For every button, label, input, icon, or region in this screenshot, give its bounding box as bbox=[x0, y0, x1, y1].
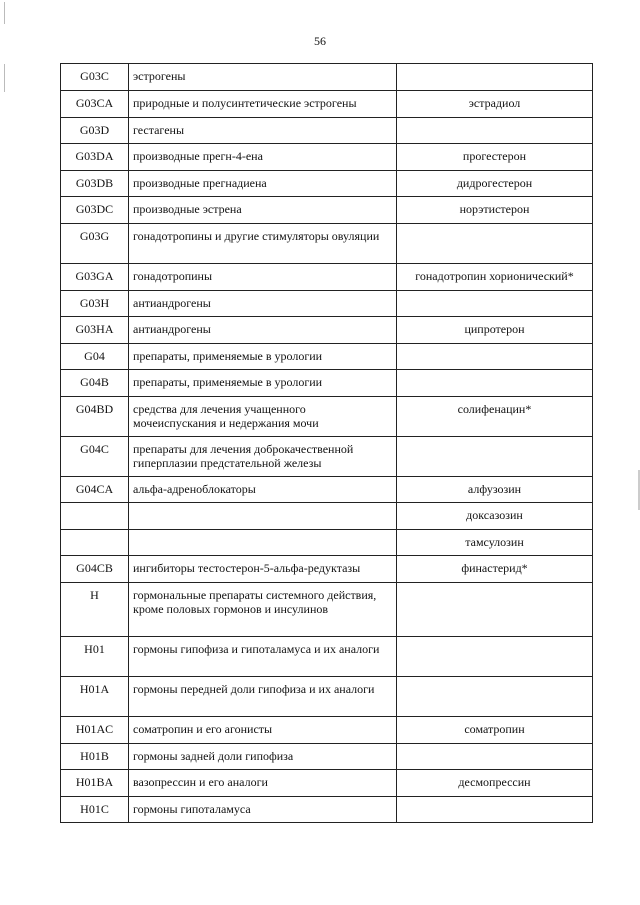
drug-name-cell: норэтистерон bbox=[397, 197, 593, 224]
group-name-cell: производные прегн-4-ена bbox=[129, 144, 397, 171]
drug-name-cell bbox=[397, 291, 593, 317]
atc-code-cell: G03DB bbox=[61, 171, 129, 197]
group-name-cell: производные прегнадиена bbox=[129, 171, 397, 197]
group-name-cell: средства для лечения учащенного мочеиспускания и недержания мочи bbox=[129, 397, 397, 437]
table-row bbox=[61, 317, 593, 344]
table-row bbox=[61, 717, 593, 744]
drug-name-cell: тамсулозин bbox=[397, 530, 593, 556]
table-row bbox=[61, 291, 593, 317]
group-name-cell: вазопрессин и его аналоги bbox=[129, 770, 397, 797]
drug-name-cell: ципротерон bbox=[397, 317, 593, 344]
drug-name-cell bbox=[397, 437, 593, 477]
drug-name-cell bbox=[397, 677, 593, 717]
table-row bbox=[61, 677, 593, 717]
table-row bbox=[61, 344, 593, 370]
table-row bbox=[61, 91, 593, 118]
table-row bbox=[61, 530, 593, 556]
group-name-cell: гормональные препараты системного действия, кроме половых гормонов и инсулинов bbox=[129, 583, 397, 637]
atc-code-cell: G03D bbox=[61, 118, 129, 144]
drug-name-cell bbox=[397, 744, 593, 770]
group-name-cell: антиандрогены bbox=[129, 291, 397, 317]
table-row bbox=[61, 224, 593, 264]
drug-name-cell: гонадотропин хорионический* bbox=[397, 264, 593, 291]
drug-name-cell: эстрадиол bbox=[397, 91, 593, 118]
table-row bbox=[61, 477, 593, 503]
group-name-cell bbox=[129, 530, 397, 556]
table-row bbox=[61, 370, 593, 397]
group-name-cell: антиандрогены bbox=[129, 317, 397, 344]
group-name-cell bbox=[129, 503, 397, 530]
atc-code-cell: H01C bbox=[61, 797, 129, 823]
drug-name-cell: доксазозин bbox=[397, 503, 593, 530]
group-name-cell: препараты, применяемые в урологии bbox=[129, 344, 397, 370]
group-name-cell: производные эстрена bbox=[129, 197, 397, 224]
atc-code-cell: G04CA bbox=[61, 477, 129, 503]
page-number: 56 bbox=[314, 34, 326, 48]
table-row bbox=[61, 503, 593, 530]
scan-edge-mark bbox=[4, 64, 5, 92]
drug-name-cell bbox=[397, 637, 593, 677]
scan-edge-mark bbox=[4, 2, 5, 24]
atc-code-cell: H01BA bbox=[61, 770, 129, 797]
drug-name-cell: прогестерон bbox=[397, 144, 593, 171]
atc-code-cell: G04C bbox=[61, 437, 129, 477]
group-name-cell: препараты для лечения доброкачественной гиперплазии предстательной железы bbox=[129, 437, 397, 477]
drug-name-cell bbox=[397, 797, 593, 823]
atc-code-cell: G03H bbox=[61, 291, 129, 317]
group-name-cell: ингибиторы тестостерон-5-альфа-редуктазы bbox=[129, 556, 397, 583]
atc-code-cell: G03CA bbox=[61, 91, 129, 118]
table-row bbox=[61, 64, 593, 91]
group-name-cell: соматропин и его агонисты bbox=[129, 717, 397, 744]
drug-name-cell bbox=[397, 370, 593, 397]
table-row bbox=[61, 797, 593, 823]
atc-code-cell: G03DA bbox=[61, 144, 129, 171]
drug-name-cell: алфузозин bbox=[397, 477, 593, 503]
group-name-cell: гормоны передней доли гипофиза и их аналоги bbox=[129, 677, 397, 717]
atc-code-cell: G03DC bbox=[61, 197, 129, 224]
table-row bbox=[61, 583, 593, 637]
atc-code-cell: G03C bbox=[61, 64, 129, 91]
table-row bbox=[61, 637, 593, 677]
drug-name-cell: дидрогестерон bbox=[397, 171, 593, 197]
group-name-cell: альфа-адреноблокаторы bbox=[129, 477, 397, 503]
drug-name-cell bbox=[397, 344, 593, 370]
atc-code-cell: H01AC bbox=[61, 717, 129, 744]
atc-code-cell: H bbox=[61, 583, 129, 637]
atc-code-cell: H01 bbox=[61, 637, 129, 677]
table-body bbox=[61, 64, 593, 823]
atc-code-cell bbox=[61, 530, 129, 556]
table-row bbox=[61, 264, 593, 291]
atc-code-cell: H01A bbox=[61, 677, 129, 717]
table-row bbox=[61, 437, 593, 477]
group-name-cell: гормоны гипоталамуса bbox=[129, 797, 397, 823]
drug-name-cell bbox=[397, 64, 593, 91]
table-row bbox=[61, 770, 593, 797]
atc-code-cell: G04BD bbox=[61, 397, 129, 437]
atc-code-cell: G04B bbox=[61, 370, 129, 397]
table-row bbox=[61, 197, 593, 224]
drug-name-cell: финастерид* bbox=[397, 556, 593, 583]
group-name-cell: гонадотропины bbox=[129, 264, 397, 291]
atc-code-cell bbox=[61, 503, 129, 530]
group-name-cell: препараты, применяемые в урологии bbox=[129, 370, 397, 397]
table-row bbox=[61, 744, 593, 770]
atc-code-cell: G03G bbox=[61, 224, 129, 264]
group-name-cell: гормоны задней доли гипофиза bbox=[129, 744, 397, 770]
drug-name-cell: десмопрессин bbox=[397, 770, 593, 797]
drug-name-cell: солифенацин* bbox=[397, 397, 593, 437]
drug-classification-table bbox=[60, 63, 593, 823]
atc-code-cell: G04 bbox=[61, 344, 129, 370]
group-name-cell: природные и полусинтетические эстрогены bbox=[129, 91, 397, 118]
table-row bbox=[61, 171, 593, 197]
table-row bbox=[61, 144, 593, 171]
table-row bbox=[61, 556, 593, 583]
drug-name-cell bbox=[397, 583, 593, 637]
table-row bbox=[61, 397, 593, 437]
drug-name-cell: соматропин bbox=[397, 717, 593, 744]
atc-code-cell: G03HA bbox=[61, 317, 129, 344]
drug-name-cell bbox=[397, 224, 593, 264]
atc-code-cell: G04CB bbox=[61, 556, 129, 583]
atc-code-cell: G03GA bbox=[61, 264, 129, 291]
table-row bbox=[61, 118, 593, 144]
group-name-cell: гонадотропины и другие стимуляторы овуляции bbox=[129, 224, 397, 264]
drug-name-cell bbox=[397, 118, 593, 144]
group-name-cell: гормоны гипофиза и гипоталамуса и их аналоги bbox=[129, 637, 397, 677]
atc-code-cell: H01B bbox=[61, 744, 129, 770]
group-name-cell: эстрогены bbox=[129, 64, 397, 91]
group-name-cell: гестагены bbox=[129, 118, 397, 144]
